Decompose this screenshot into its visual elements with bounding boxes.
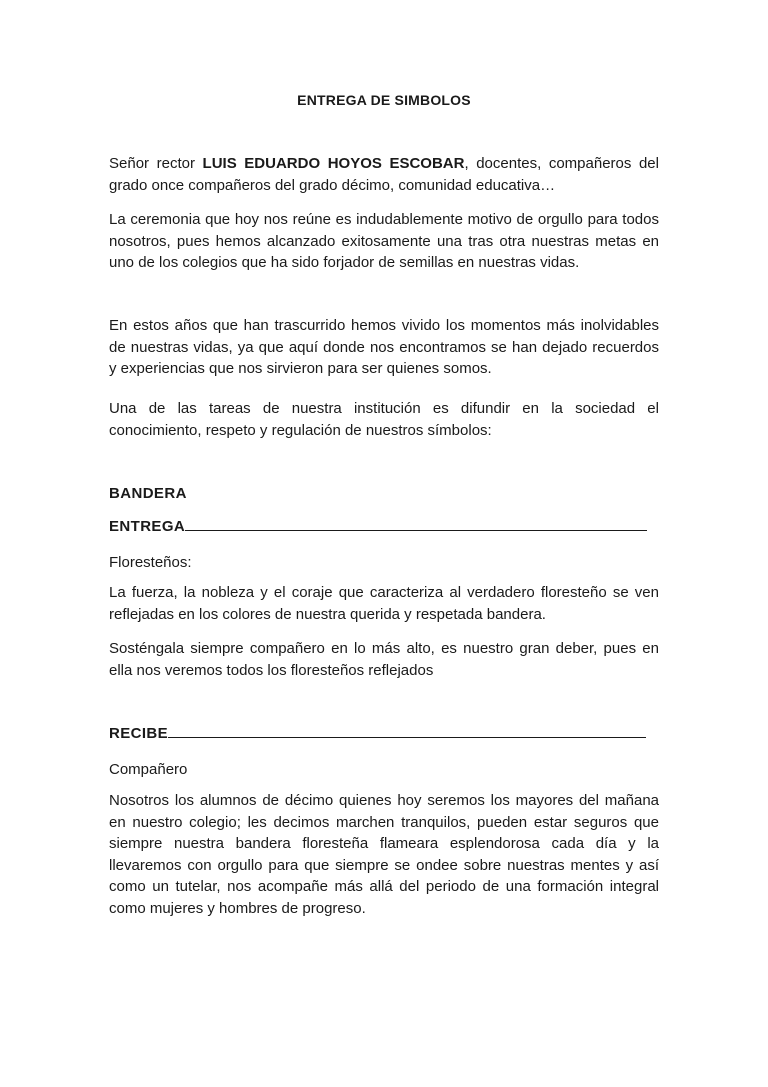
recibe-line <box>109 723 661 745</box>
intro-suffix: , docentes, compañeros del grado once compañeros del grado décimo, comunidad educativa… <box>109 155 659 194</box>
section-heading-bandera: BANDERA <box>109 485 187 502</box>
rector-name: LUIS EDUARDO HOYOS ESCOBAR <box>202 155 465 172</box>
paragraph-ceremonia: La ceremonia que hoy nos reúne es indudablemente motivo de orgullo para todos nosotros, pues hemos alcanzado exitosamente una tras otra nuestras metas en uno de los colegios que ha sido forjador de semillas en nuestras vidas. <box>109 211 659 271</box>
paragraph-anos: En estos años que han trascurrido hemos vivido los momentos más inolvidables de nuestras vidas, ya que aquí donde nos encontramos se han dejado recuerdos y experiencias que nos sirvieron para ser quienes somos. <box>109 317 659 377</box>
recibe-salutation: Compañero <box>109 761 188 778</box>
intro-paragraph <box>109 153 659 196</box>
recibe-underline <box>168 723 646 738</box>
entrega-label: ENTREGA <box>109 518 186 535</box>
recibe-paragraph: Nosotros los alumnos de décimo quienes hoy seremos los mayores del mañana en nuestro colegio; les decimos marchen tranquilos, pueden estar seguros que siempre nuestra bandera floresteña flameara esplendorosa cada día y la llevaremos con orgullo para que siempre se ondee sobre nuestras mentes y así como un tutelar, nos acompañe más allá del periodo de una formación integral como mujeres y hombres de progreso. <box>109 792 659 917</box>
entrega-line <box>109 516 661 538</box>
paragraph-tareas: Una de las tareas de nuestra institución es difundir en la sociedad el conocimiento, respeto y regulación de nuestros símbolos: <box>109 400 659 439</box>
entrega-paragraph-fuerza: La fuerza, la nobleza y el coraje que caracteriza al verdadero floresteño se ven reflejadas en los colores de nuestra querida y respetada bandera. <box>109 584 659 623</box>
entrega-underline <box>185 516 647 531</box>
entrega-paragraph-sostengala: Sosténgala siempre compañero en lo más alto, es nuestro gran deber, pues en ella nos veremos todos los floresteños reflejados <box>109 640 659 679</box>
intro-prefix: Señor rector <box>109 155 203 172</box>
document-title: ENTREGA DE SIMBOLOS <box>297 92 471 108</box>
recibe-label: RECIBE <box>109 725 169 742</box>
entrega-salutation: Floresteños: <box>109 554 192 571</box>
